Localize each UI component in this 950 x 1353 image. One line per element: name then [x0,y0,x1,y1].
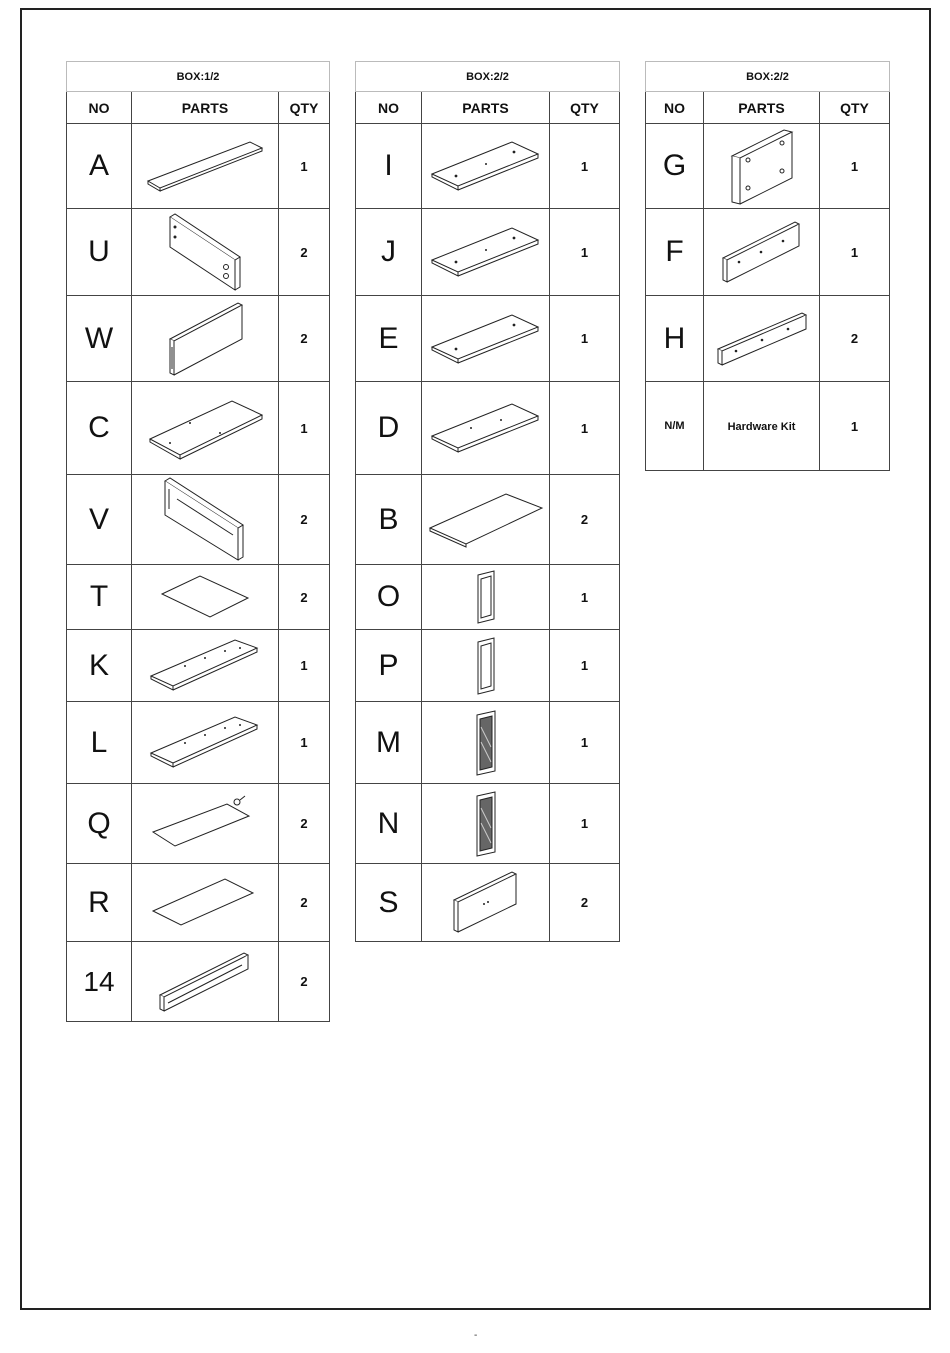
shelf-panel-icon [140,393,270,463]
drilled-rail-icon [717,216,807,288]
part-qty: 1 [550,124,620,209]
flat-panel-icon [140,136,270,196]
part-qty: 1 [279,124,330,209]
part-no: N/M [646,382,704,471]
part-qty: 2 [279,784,330,864]
box-label: BOX:2/2 [356,62,620,92]
part-qty: 1 [820,209,890,296]
table-row [67,296,330,382]
back-board-icon [150,572,260,622]
part-drawing [704,209,820,296]
side-rail-icon [155,212,255,292]
table-row [356,864,620,942]
table-row [356,475,620,565]
part-drawing [132,630,279,702]
part-drawing [132,382,279,475]
glass-door-icon [466,707,506,779]
table-row [67,864,330,942]
table-row [67,382,330,475]
drilled-rail-icon [712,307,812,371]
rail-panel-icon [160,299,250,379]
part-qty: 2 [279,475,330,565]
part-drawing [422,565,550,630]
part-no: H [646,296,704,382]
door-frame-icon [466,567,506,627]
part-no: F [646,209,704,296]
top-board-icon [426,490,546,550]
table-row [356,784,620,864]
part-drawing [422,475,550,565]
table-row [356,630,620,702]
table-row [356,702,620,784]
parts-header: PARTS [132,92,279,124]
part-qty: 1 [279,630,330,702]
drilled-panel-icon [145,713,265,773]
table-row [356,209,620,296]
parts-table-box-3 [645,61,890,471]
part-qty: 2 [279,864,330,942]
part-no: I [356,124,422,209]
part-qty: 1 [550,702,620,784]
table-row [356,124,620,209]
box-label: BOX:1/2 [67,62,330,92]
part-qty: 2 [279,565,330,630]
part-no: 14 [67,942,132,1022]
parts-header: PARTS [422,92,550,124]
part-drawing [132,702,279,784]
hinged-board-icon [145,794,265,854]
part-qty: 2 [279,296,330,382]
part-drawing [422,124,550,209]
table-row [67,565,330,630]
part-no: R [67,864,132,942]
part-qty: 1 [550,209,620,296]
shelf-panel-icon [426,398,546,458]
part-no: Q [67,784,132,864]
table-row [356,565,620,630]
part-drawing [132,475,279,565]
part-drawing [132,209,279,296]
table-row [67,630,330,702]
table-row [646,382,890,471]
part-no: C [67,382,132,475]
front-panel-icon [446,868,526,938]
page-mark: - [474,1330,478,1341]
table-row [67,209,330,296]
part-drawing [422,784,550,864]
table-row [67,702,330,784]
part-drawing [422,864,550,942]
part-drawing [132,296,279,382]
part-qty: 1 [550,565,620,630]
part-name [704,382,820,471]
qty-header: QTY [279,92,330,124]
table-row [67,475,330,565]
part-drawing [132,784,279,864]
part-drawing [132,565,279,630]
part-drawing [422,296,550,382]
part-drawing [422,702,550,784]
part-qty: 1 [820,382,890,471]
part-qty: 2 [550,475,620,565]
part-qty: 1 [279,382,330,475]
table-row [646,209,890,296]
table-row [356,296,620,382]
part-no: G [646,124,704,209]
part-qty: 1 [550,296,620,382]
part-no: U [67,209,132,296]
part-no: A [67,124,132,209]
part-qty: 1 [820,124,890,209]
parts-header: PARTS [704,92,820,124]
part-drawing [132,864,279,942]
part-qty: 1 [550,784,620,864]
part-no: D [356,382,422,475]
table-row [356,382,620,475]
qty-header: QTY [820,92,890,124]
part-qty: 1 [279,702,330,784]
long-rail-icon [150,947,260,1017]
part-drawing [132,124,279,209]
part-drawing [422,382,550,475]
part-drawing [704,124,820,209]
part-qty: 1 [550,630,620,702]
shelf-panel-icon [426,309,546,369]
part-drawing [422,630,550,702]
part-no: V [67,475,132,565]
part-no: T [67,565,132,630]
part-drawing [132,942,279,1022]
part-drawing [704,296,820,382]
side-rail-icon [155,477,255,562]
part-no: M [356,702,422,784]
drilled-panel-icon [426,222,546,282]
no-header: NO [646,92,704,124]
no-header: NO [356,92,422,124]
upright-panel-icon [722,126,802,206]
drilled-panel-icon [145,636,265,696]
part-qty: 2 [279,942,330,1022]
door-frame-icon [466,634,506,698]
table-row [646,296,890,382]
part-no: E [356,296,422,382]
part-no: N [356,784,422,864]
table-row [67,124,330,209]
parts-table-box-1 [66,61,330,1022]
part-drawing [422,209,550,296]
box-label: BOX:2/2 [646,62,890,92]
part-qty: 1 [550,382,620,475]
part-no: O [356,565,422,630]
part-no: W [67,296,132,382]
part-no: K [67,630,132,702]
part-no: S [356,864,422,942]
part-no: J [356,209,422,296]
glass-door-icon [466,788,506,860]
back-board-icon [145,873,265,933]
part-no: B [356,475,422,565]
part-qty: 2 [550,864,620,942]
table-row [67,942,330,1022]
part-no: L [67,702,132,784]
no-header: NO [67,92,132,124]
qty-header: QTY [550,92,620,124]
part-qty: 2 [279,209,330,296]
table-row [67,784,330,864]
table-row [646,124,890,209]
part-qty: 2 [820,296,890,382]
drilled-panel-icon [426,136,546,196]
part-no: P [356,630,422,702]
hardware-kit-label: Hardware Kit [727,421,796,433]
parts-table-box-2 [355,61,620,942]
